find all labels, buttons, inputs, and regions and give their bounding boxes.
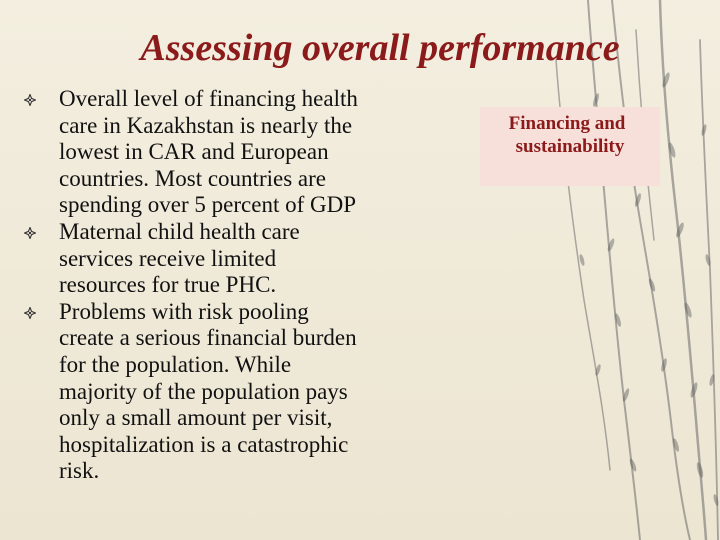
bullet-line: countries. Most countries are bbox=[59, 165, 326, 191]
bullet-line: create a serious financial burden bbox=[59, 325, 357, 351]
bullet-line: for the population. While bbox=[59, 351, 292, 377]
bullet-line: services receive limited bbox=[59, 245, 277, 271]
bullet-list bbox=[24, 86, 434, 485]
bullet-line: Overall level of financing health bbox=[59, 86, 358, 111]
bullet-line: Problems with risk pooling bbox=[59, 298, 309, 324]
bullet-line: risk. bbox=[59, 458, 100, 484]
bullet-line: lowest in CAR and European bbox=[59, 139, 329, 165]
bullet-line: hospitalization is a catastrophic bbox=[59, 431, 349, 457]
callout-line-1: Financing and bbox=[508, 113, 626, 134]
diamond-bullet-icon bbox=[24, 307, 36, 319]
bullet-item-risk-pooling bbox=[24, 299, 434, 485]
bullet-line: resources for true PHC. bbox=[59, 272, 277, 298]
bullet-item-maternal-child-health bbox=[24, 219, 434, 299]
bullet-line: spending over 5 percent of GDP bbox=[59, 192, 357, 218]
callout-line-2: sustainability bbox=[515, 136, 625, 157]
bullet-line: Maternal child health care bbox=[59, 218, 300, 244]
callout-box-financing-sustainability bbox=[480, 107, 660, 186]
diamond-bullet-icon bbox=[24, 94, 36, 106]
diamond-bullet-icon bbox=[24, 227, 36, 239]
bullet-line: care in Kazakhstan is nearly the bbox=[59, 112, 353, 138]
slide-title: Assessing overall performance bbox=[140, 27, 620, 69]
bullet-line: only a small amount per visit, bbox=[59, 405, 333, 431]
bullet-item-financing-level bbox=[24, 86, 434, 219]
bullet-line: majority of the population pays bbox=[59, 378, 348, 404]
